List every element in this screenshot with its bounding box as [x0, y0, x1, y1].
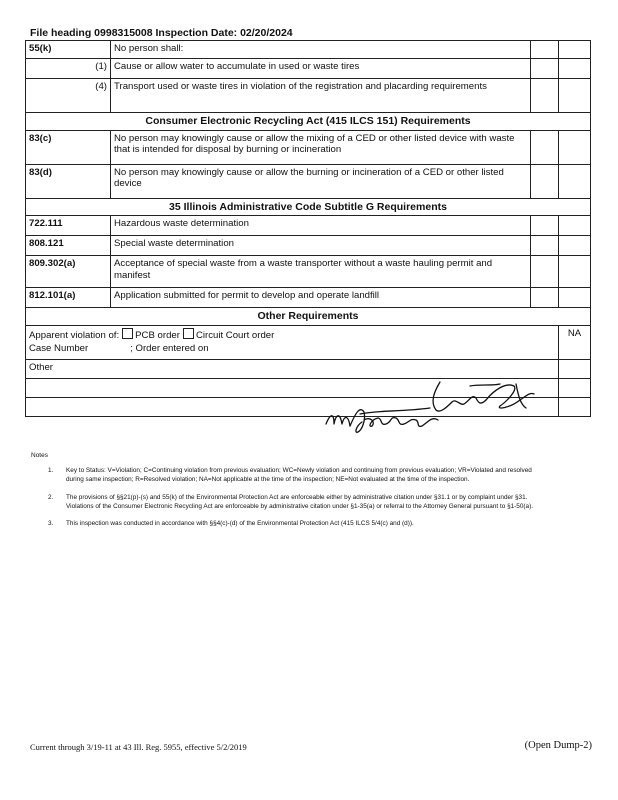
table-row	[26, 288, 591, 308]
note-item	[40, 493, 550, 512]
footer-page-label: (Open Dump-2)	[524, 740, 592, 751]
other-label-cell: Other	[26, 359, 559, 378]
status-cell[interactable]	[559, 41, 591, 59]
note-item	[40, 466, 550, 485]
na-cell: NA	[559, 325, 591, 359]
status-cell[interactable]	[531, 256, 559, 288]
table-row	[26, 79, 591, 113]
code-cell: (1)	[26, 59, 111, 79]
code-cell: 812.101(a)	[26, 288, 111, 308]
status-cell[interactable]	[531, 79, 559, 113]
table-row	[26, 216, 591, 236]
status-cell[interactable]	[559, 378, 591, 397]
case-number-line	[29, 343, 555, 355]
status-cell[interactable]	[559, 256, 591, 288]
text-cell: No person may knowingly cause or allow the burning or incineration of a CED or other listed device	[111, 164, 531, 198]
text-cell: No person shall:	[111, 41, 531, 59]
table-row	[26, 256, 591, 288]
footer-currency-note: Current through 3/19-11 at 43 Ill. Reg. 5955, effective 5/2/2019	[30, 742, 247, 752]
other-violation-row	[26, 325, 591, 359]
status-cell[interactable]	[531, 59, 559, 79]
table-row	[26, 59, 591, 79]
status-cell[interactable]	[559, 288, 591, 308]
status-cell[interactable]	[531, 41, 559, 59]
text-cell: Application submitted for permit to develop and operate landfill	[111, 288, 531, 308]
case-number-label: Case Number	[29, 343, 89, 355]
status-cell[interactable]	[531, 216, 559, 236]
note-text: Key to Status: V=Violation; C=Continuing violation from previous evaluation; WC=Newly violation and continuing from previous evaluation; VR=Violated and resolved during same inspection; R=Resolved violation; NA=Not applicable at the time of the inspection; NE=Not evaluated at the time of the inspection.	[66, 467, 532, 484]
status-cell[interactable]	[559, 216, 591, 236]
note-number: 1.	[48, 467, 54, 474]
table-row	[26, 164, 591, 198]
status-cell[interactable]	[531, 288, 559, 308]
text-cell: Cause or allow water to accumulate in used or waste tires	[111, 59, 531, 79]
order-entered-label: ; Order entered on	[130, 343, 209, 355]
apparent-violation-label: Apparent violation of:	[29, 329, 120, 341]
code-cell: 722.111	[26, 216, 111, 236]
blank-row	[26, 378, 591, 397]
section-header-row	[26, 308, 591, 326]
code-cell: 809.302(a)	[26, 256, 111, 288]
status-cell[interactable]	[531, 164, 559, 198]
text-cell: No person may knowingly cause or allow the mixing of a CED or other listed device with waste that is intended for disposal by burning or incineration	[111, 130, 531, 164]
code-cell: 83(c)	[26, 130, 111, 164]
other-row	[26, 359, 591, 378]
note-text: The provisions of §§21(p)-(s) and 55(k) of the Environmental Protection Act are enforceable either by administrative citation under §31.1 or by complaint under §31. Violations of the Consumer Electronic Recycling Act are enforceable by administrative citation under §1-35(a) or referral to the Attorney General pursuant to §1-50(a).	[66, 493, 533, 510]
text-cell: Hazardous waste determination	[111, 216, 531, 236]
note-number: 2.	[48, 493, 54, 501]
blank-row	[26, 397, 591, 416]
file-heading: File heading 0998315008 Inspection Date: 02/20/2024	[30, 27, 293, 39]
status-cell[interactable]	[559, 397, 591, 416]
status-cell[interactable]	[559, 164, 591, 198]
code-cell: (4)	[26, 79, 111, 113]
section-header-row	[26, 113, 591, 131]
table-row	[26, 130, 591, 164]
section-title: 35 Illinois Administrative Code Subtitle G Requirements	[26, 198, 591, 216]
code-cell: 55(k)	[26, 41, 111, 59]
circuit-court-label: Circuit Court order	[195, 329, 275, 341]
section-header-row	[26, 198, 591, 216]
note-number: 3.	[48, 520, 54, 528]
notes-title: Notes	[31, 452, 48, 459]
pcb-order-label: PCB order	[135, 329, 180, 341]
text-cell: Transport used or waste tires in violation of the registration and placarding requirements	[111, 79, 531, 113]
table-row	[26, 236, 591, 256]
status-cell[interactable]	[559, 130, 591, 164]
status-cell[interactable]	[531, 130, 559, 164]
circuit-court-checkbox[interactable]	[183, 328, 194, 339]
status-cell[interactable]	[559, 236, 591, 256]
blank-cell[interactable]	[26, 397, 559, 416]
code-cell: 808.121	[26, 236, 111, 256]
text-cell: Special waste determination	[111, 236, 531, 256]
requirements-table	[25, 40, 591, 417]
status-cell[interactable]	[559, 59, 591, 79]
apparent-violation-line	[29, 328, 555, 342]
pcb-order-checkbox[interactable]	[122, 328, 133, 339]
status-cell[interactable]	[531, 236, 559, 256]
blank-cell[interactable]	[26, 378, 559, 397]
status-cell[interactable]	[559, 359, 591, 378]
status-cell[interactable]	[559, 79, 591, 113]
code-cell: 83(d)	[26, 164, 111, 198]
note-text: This inspection was conducted in accordance with §§4(c)-(d) of the Environmental Protection Act (415 ILCS 5/4(c) and (d)).	[66, 520, 414, 528]
section-title: Other Requirements	[26, 308, 591, 326]
other-violation-cell	[26, 325, 559, 359]
section-title: Consumer Electronic Recycling Act (415 ILCS 151) Requirements	[26, 113, 591, 131]
notes-list	[40, 466, 550, 536]
text-cell: Acceptance of special waste from a waste transporter without a waste hauling permit and manifest	[111, 256, 531, 288]
table-row	[26, 41, 591, 59]
note-item	[40, 519, 550, 528]
